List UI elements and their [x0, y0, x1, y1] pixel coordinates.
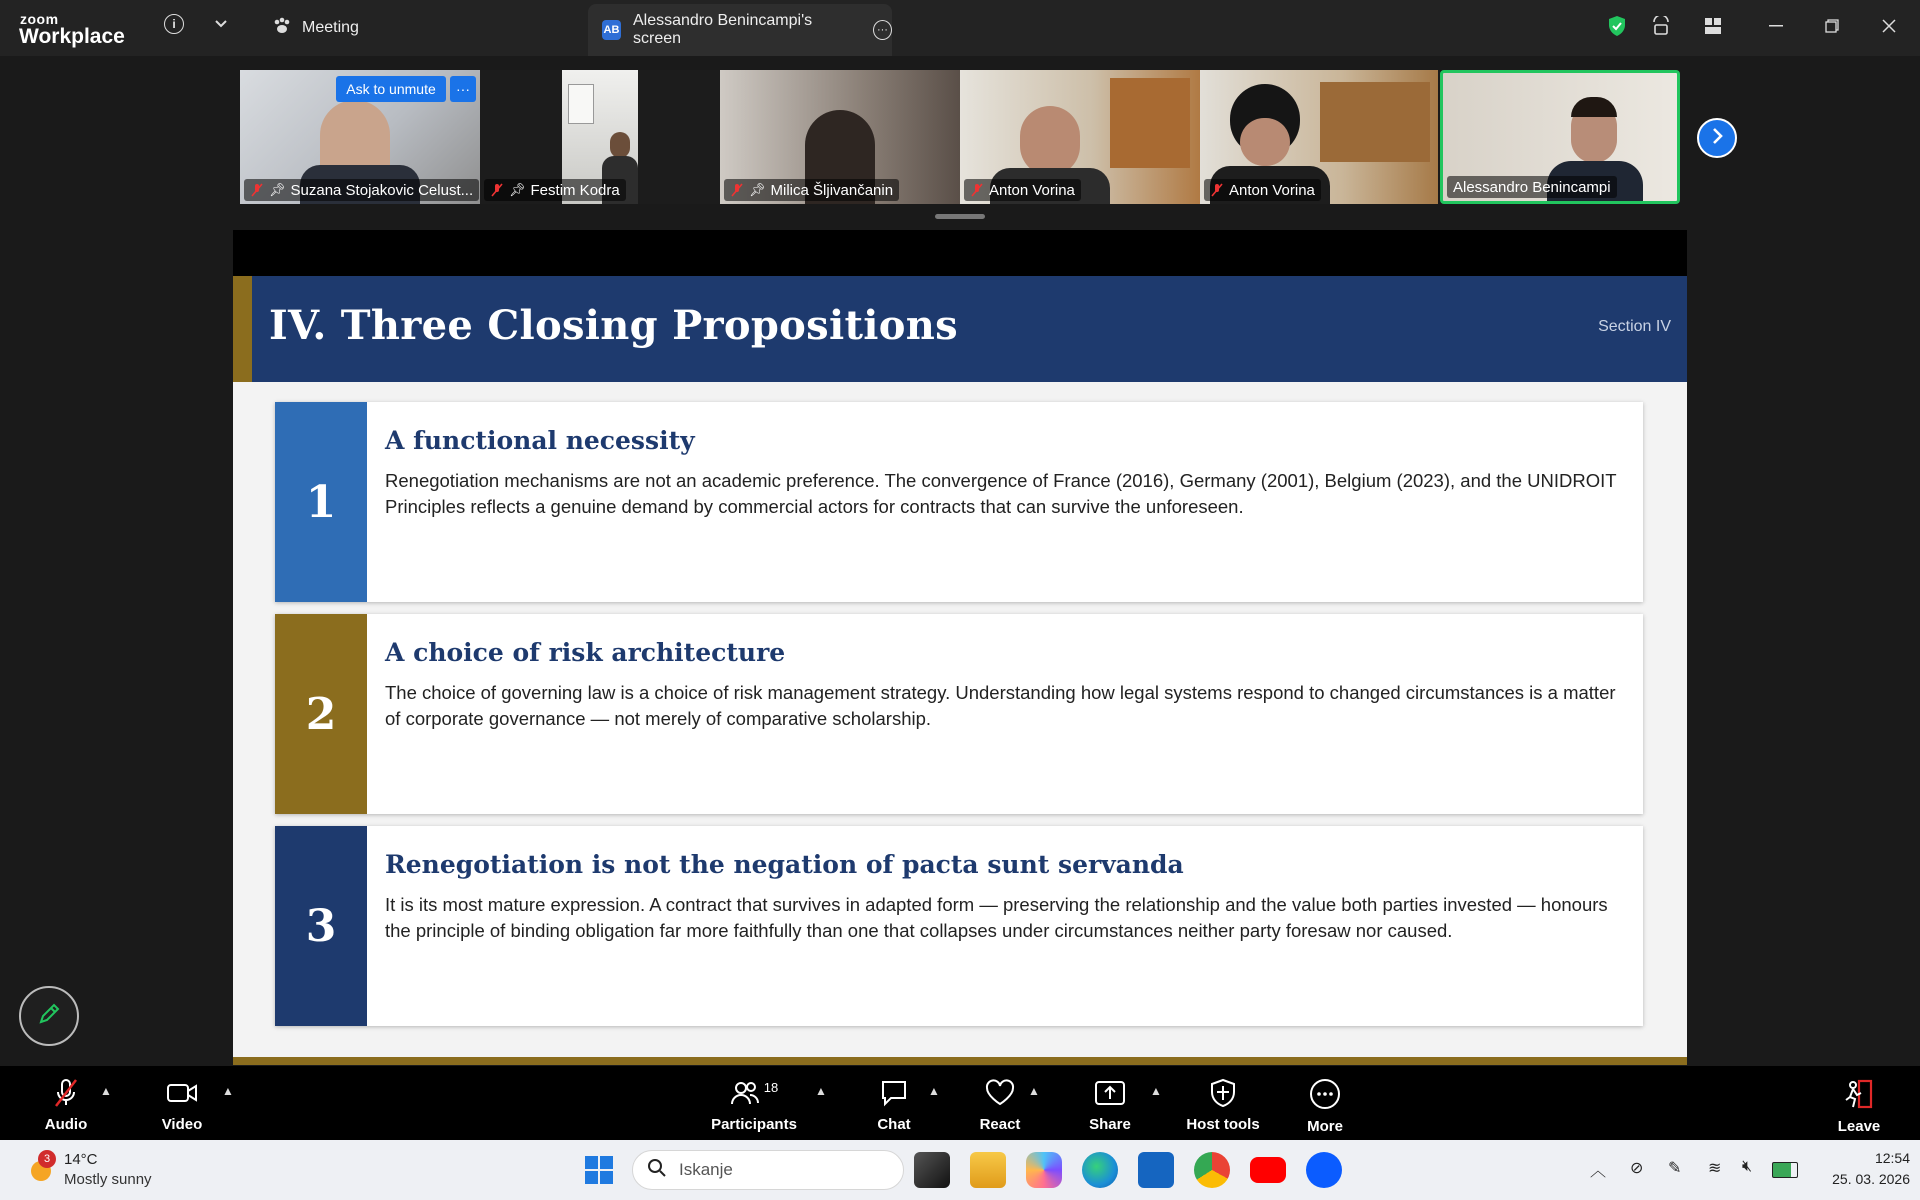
- proposition-number: 3: [275, 826, 367, 1026]
- chat-button[interactable]: [868, 1066, 920, 1140]
- windows-start-icon[interactable]: [584, 1155, 614, 1185]
- sync-off-icon[interactable]: ⊘: [1630, 1160, 1644, 1177]
- proposition-heading: A choice of risk architecture: [385, 638, 786, 667]
- windows-taskbar: [0, 1140, 1920, 1200]
- video-tile[interactable]: [720, 70, 960, 204]
- mic-muted-icon: [52, 1078, 80, 1112]
- proposition-number: 1: [275, 402, 367, 602]
- participant-name: Anton Vorina: [989, 181, 1075, 199]
- participants-options-chevron-icon[interactable]: ▲: [815, 1084, 827, 1098]
- clock-time[interactable]: 12:54: [1874, 1150, 1910, 1166]
- participant-name: Alessandro Benincampi: [1453, 178, 1611, 196]
- zoom-logo-workplace: Workplace: [19, 25, 125, 48]
- proposition-body: It is its most mature expression. A contract that survives in adapted form — preserving the relationship and the value both parties invested — honours the principle of binding obligation far more faithfully than one that collapses under circumstances neither party foresaw nor caused.: [385, 894, 1608, 941]
- audio-label: Audio: [44, 1116, 88, 1133]
- annotate-button[interactable]: [19, 986, 79, 1046]
- video-tile-active-speaker[interactable]: [1440, 70, 1680, 204]
- participant-video: [1020, 106, 1080, 176]
- weather-widget[interactable]: [26, 1154, 56, 1184]
- pin-icon: 📌︎: [269, 182, 286, 197]
- chevron-up-icon[interactable]: ︿: [1590, 1163, 1607, 1180]
- react-button[interactable]: [974, 1066, 1026, 1140]
- proposition-body: The choice of governing law is a choice of risk management strategy. Understanding how legal systems respond to changed circumstances is a matter of corporate governance — not merely of comparative scholarship.: [385, 682, 1616, 729]
- zoom-app-icon[interactable]: [1306, 1152, 1342, 1188]
- chat-icon: [879, 1078, 909, 1112]
- tab-shared-screen-label: Alessandro Benincampi's screen: [632, 12, 813, 47]
- participant-name: Suzana Stojakovic Celust...: [290, 181, 474, 199]
- close-icon[interactable]: [1879, 16, 1899, 36]
- more-button[interactable]: [1300, 1066, 1350, 1140]
- video-tile[interactable]: [240, 70, 480, 204]
- proposition-number: 2: [275, 614, 367, 814]
- participants-count: 18: [763, 1080, 779, 1095]
- gallery-next-button[interactable]: [1697, 118, 1737, 158]
- chevron-right-icon: [1710, 127, 1724, 150]
- camera-icon: [166, 1078, 198, 1112]
- battery-icon[interactable]: [1772, 1162, 1798, 1178]
- video-tile[interactable]: [480, 70, 720, 204]
- participants-button[interactable]: [708, 1066, 800, 1140]
- tile-more-button[interactable]: ···: [450, 76, 476, 102]
- audio-button[interactable]: [40, 1066, 92, 1140]
- chevron-down-icon[interactable]: [212, 14, 230, 34]
- weather-condition: Mostly sunny: [64, 1171, 152, 1188]
- pin-icon: 📌︎: [749, 182, 766, 197]
- tab-shared-screen[interactable]: [588, 4, 892, 56]
- leave-door-icon: [1843, 1078, 1875, 1114]
- more-options-icon[interactable]: ···: [873, 20, 892, 40]
- participant-name-tag: [484, 179, 626, 201]
- share-options-chevron-icon[interactable]: ▲: [1150, 1084, 1162, 1098]
- title-bar: [0, 0, 1920, 56]
- file-explorer-icon[interactable]: [970, 1152, 1006, 1188]
- audio-options-chevron-icon[interactable]: ▲: [100, 1084, 112, 1098]
- chat-options-chevron-icon[interactable]: ▲: [928, 1084, 940, 1098]
- ask-to-unmute-button[interactable]: Ask to unmute: [336, 76, 446, 102]
- pencil-icon: [36, 1001, 62, 1032]
- shield-icon: [1209, 1078, 1237, 1112]
- video-options-chevron-icon[interactable]: ▲: [222, 1084, 234, 1098]
- muted-mic-icon: [250, 183, 264, 197]
- copilot-icon[interactable]: [1026, 1152, 1062, 1188]
- paw-icon: [272, 17, 292, 40]
- proposition-heading: A functional necessity: [385, 426, 695, 455]
- info-icon[interactable]: i: [164, 14, 184, 34]
- tab-meeting-label: Meeting: [302, 19, 359, 36]
- muted-mic-icon: [490, 183, 504, 197]
- participant-name: Milica Šljivančanin: [770, 181, 894, 199]
- sun-icon: [26, 1171, 56, 1188]
- temperature: 14°C: [64, 1151, 98, 1168]
- clock-date[interactable]: 25. 03. 2026: [1832, 1171, 1910, 1187]
- participant-name-tag: [244, 179, 479, 201]
- leave-label: Leave: [1837, 1118, 1881, 1135]
- minimize-icon[interactable]: [1766, 16, 1786, 36]
- search-icon: [647, 1158, 667, 1183]
- react-label: React: [979, 1116, 1021, 1133]
- slide-title: IV. Three Closing Propositions: [269, 302, 958, 349]
- edge-browser-icon[interactable]: [1082, 1152, 1118, 1188]
- search-placeholder: Iskanje: [679, 1160, 733, 1179]
- zoom-logo-small: zoom: [20, 11, 59, 27]
- muted-mic-icon: [1210, 183, 1224, 197]
- avatar: AB: [602, 20, 621, 40]
- video-tile[interactable]: [960, 70, 1200, 204]
- shield-check-icon[interactable]: [1606, 14, 1628, 38]
- heart-icon: [984, 1078, 1016, 1112]
- participant-name-tag: [1447, 176, 1617, 198]
- meeting-controls: [0, 1066, 1920, 1140]
- volume-muted-icon[interactable]: 🔇︎: [1742, 1158, 1753, 1175]
- participant-name-tag: [1204, 179, 1321, 201]
- restore-icon[interactable]: [1822, 16, 1842, 36]
- youtube-icon[interactable]: [1250, 1157, 1286, 1183]
- participant-name: Festim Kodra: [530, 181, 620, 199]
- participants-label: Participants: [711, 1116, 797, 1133]
- slide-section-label: Section IV: [1598, 318, 1671, 335]
- proposition-card: [275, 402, 1643, 602]
- more-icon: [1309, 1078, 1341, 1114]
- host-tools-label: Host tools: [1186, 1116, 1260, 1133]
- slide-header: [233, 276, 1687, 382]
- proposition-card: [275, 614, 1643, 814]
- chat-label: Chat: [877, 1116, 911, 1133]
- chrome-icon[interactable]: [1194, 1152, 1230, 1188]
- microsoft-store-icon[interactable]: [1138, 1152, 1174, 1188]
- muted-mic-icon: [730, 183, 744, 197]
- notification-badge: 3: [38, 1150, 56, 1168]
- participants-icon: [730, 1078, 760, 1112]
- video-button[interactable]: [156, 1066, 208, 1140]
- wifi-icon[interactable]: ≋: [1708, 1160, 1722, 1177]
- muted-mic-icon: [970, 183, 984, 197]
- proposition-heading: Renegotiation is not the negation of pacta sunt servanda: [385, 850, 1184, 879]
- task-view-icon[interactable]: [914, 1152, 950, 1188]
- taskbar-search[interactable]: [632, 1150, 904, 1190]
- pin-icon: 📌︎: [509, 182, 526, 197]
- gallery-view-icon[interactable]: [1701, 14, 1725, 38]
- immersive-view-icon[interactable]: [1650, 14, 1672, 38]
- tab-meeting[interactable]: [272, 14, 359, 42]
- proposition-card: [275, 826, 1643, 1026]
- share-label: Share: [1089, 1116, 1131, 1133]
- participant-name-tag: [724, 179, 899, 201]
- participant-name-tag: [964, 179, 1081, 201]
- host-tools-button[interactable]: [1182, 1066, 1264, 1140]
- participant-name: Anton Vorina: [1229, 181, 1315, 199]
- leave-button[interactable]: [1834, 1066, 1884, 1140]
- share-button[interactable]: [1084, 1066, 1136, 1140]
- pen-input-icon[interactable]: ✎: [1668, 1160, 1682, 1177]
- proposition-body: Renegotiation mechanisms are not an academic preference. The convergence of France (2016), Germany (2001), Belgium (2023), and the UNIDROIT Principles reflects a genuine demand by commercial actors for contracts that can survive the unforeseen.: [385, 470, 1617, 517]
- shared-screen-slide: [233, 230, 1687, 1065]
- video-label: Video: [161, 1116, 203, 1133]
- video-tile[interactable]: [1200, 70, 1438, 204]
- react-options-chevron-icon[interactable]: ▲: [1028, 1084, 1040, 1098]
- more-label: More: [1307, 1118, 1343, 1135]
- share-screen-icon: [1094, 1078, 1126, 1112]
- resize-handle[interactable]: [935, 214, 985, 219]
